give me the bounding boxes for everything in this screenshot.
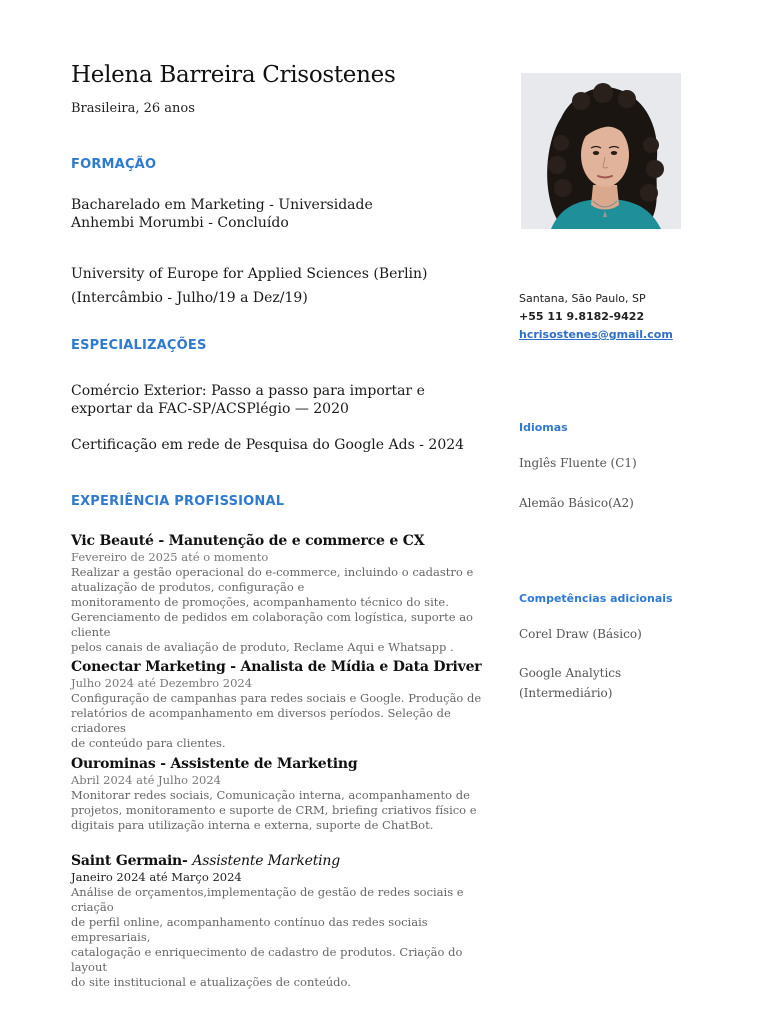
idioma-item: Inglês Fluente (C1) xyxy=(519,456,637,470)
job-description-line: Análise de orçamentos,implementação de gestão de redes sociais e criação xyxy=(71,885,464,914)
job-date: Julho 2024 até Dezembro 2024 xyxy=(71,676,253,690)
job-description-line: de conteúdo para clientes. xyxy=(71,736,226,750)
job-title: Conectar Marketing - Analista de Mídia e Data Driver xyxy=(71,659,482,675)
contact-location: Santana, São Paulo, SP xyxy=(519,292,646,305)
section-title-especializacoes: ESPECIALIZAÇÕES xyxy=(71,338,207,353)
job-date: Fevereiro de 2025 até o momento xyxy=(71,550,269,564)
profile-photo xyxy=(521,73,681,229)
contact-block xyxy=(519,290,673,344)
job-description xyxy=(71,691,486,751)
job-description-line: Realizar a gestão operacional do e-commerce, incluindo o cadastro e xyxy=(71,565,474,579)
job-description-line: Monitorar redes sociais, Comunicação interna, acompanhamento de xyxy=(71,788,470,802)
section-title-competencias: Competências adicionais xyxy=(519,592,673,605)
job-title xyxy=(71,852,486,870)
job-description xyxy=(71,885,486,990)
job-title-role: Assistente Marketing xyxy=(192,853,340,869)
job-entry xyxy=(71,852,486,990)
person-name: Helena Barreira Crisostenes xyxy=(71,62,396,88)
section-title-idiomas: Idiomas xyxy=(519,421,568,434)
section-title-experiencia: EXPERIÊNCIA PROFISSIONAL xyxy=(71,494,285,509)
job-description-line: atualização de produtos, configuração e xyxy=(71,580,305,594)
job-description-line: Gerenciamento de pedidos em colaboração com logística, suporte ao cliente xyxy=(71,610,473,639)
section-title-formacao: FORMAÇÃO xyxy=(71,157,157,172)
job-description-line: Configuração de campanhas para redes sociais e Google. Produção de xyxy=(71,691,482,705)
formacao-entry-2: University of Europe for Applied Sciences (Berlin) (Intercâmbio - Julho/19 a Dez/19) xyxy=(71,266,428,306)
job-description-line: relatórios de acompanhamento em diversos períodos. Seleção de criadores xyxy=(71,706,451,735)
job-date: Janeiro 2024 até Março 2024 xyxy=(71,870,242,884)
job-description-line: projetos, monitoramento e suporte de CRM, briefing criativos físico e xyxy=(71,803,477,817)
job-title: Ourominas - Assistente de Marketing xyxy=(71,756,358,772)
job-entry xyxy=(71,532,486,655)
contact-email-link[interactable]: hcrisostenes@gmail.com xyxy=(519,328,673,341)
especializacao-entry-1: Comércio Exterior: Passo a passo para importar e exportar da FAC-SP/ACSPlégio — 2020 xyxy=(71,383,425,417)
contact-phone[interactable]: +55 11 9.8182-9422 xyxy=(519,310,645,323)
job-date: Abril 2024 até Julho 2024 xyxy=(71,773,221,787)
idioma-item: Alemão Básico(A2) xyxy=(519,496,634,510)
job-entry xyxy=(71,755,486,833)
person-subtitle: Brasileira, 26 anos xyxy=(71,101,195,116)
formacao-entry-1: Bacharelado em Marketing - Universidade Anhembi Morumbi - Concluído xyxy=(71,197,373,231)
job-title: Vic Beauté - Manutenção de e commerce e CX xyxy=(71,533,425,549)
job-description-line: de perfil online, acompanhamento contínuo das redes sociais empresariais, xyxy=(71,915,428,944)
job-description xyxy=(71,788,486,833)
job-description-line: do site institucional e atualizações de conteúdo. xyxy=(71,975,351,989)
competencia-item: Google Analytics (Intermediário) xyxy=(519,666,622,700)
competencia-item: Corel Draw (Básico) xyxy=(519,627,642,641)
job-description xyxy=(71,565,486,655)
job-entry xyxy=(71,658,486,751)
job-title-company: Saint Germain- xyxy=(71,853,188,869)
job-description-line: monitoramento de promoções, acompanhamento técnico do site. xyxy=(71,595,449,609)
job-description-line: digitais para utilização interna e externa, suporte de ChatBot. xyxy=(71,818,434,832)
especializacao-entry-2: Certificação em rede de Pesquisa do Google Ads - 2024 xyxy=(71,437,465,453)
job-description-line: catalogação e enriquecimento de cadastro de produtos. Criação do layout xyxy=(71,945,463,974)
job-description-line: pelos canais de avaliação de produto, Reclame Aqui e Whatsapp . xyxy=(71,640,454,654)
